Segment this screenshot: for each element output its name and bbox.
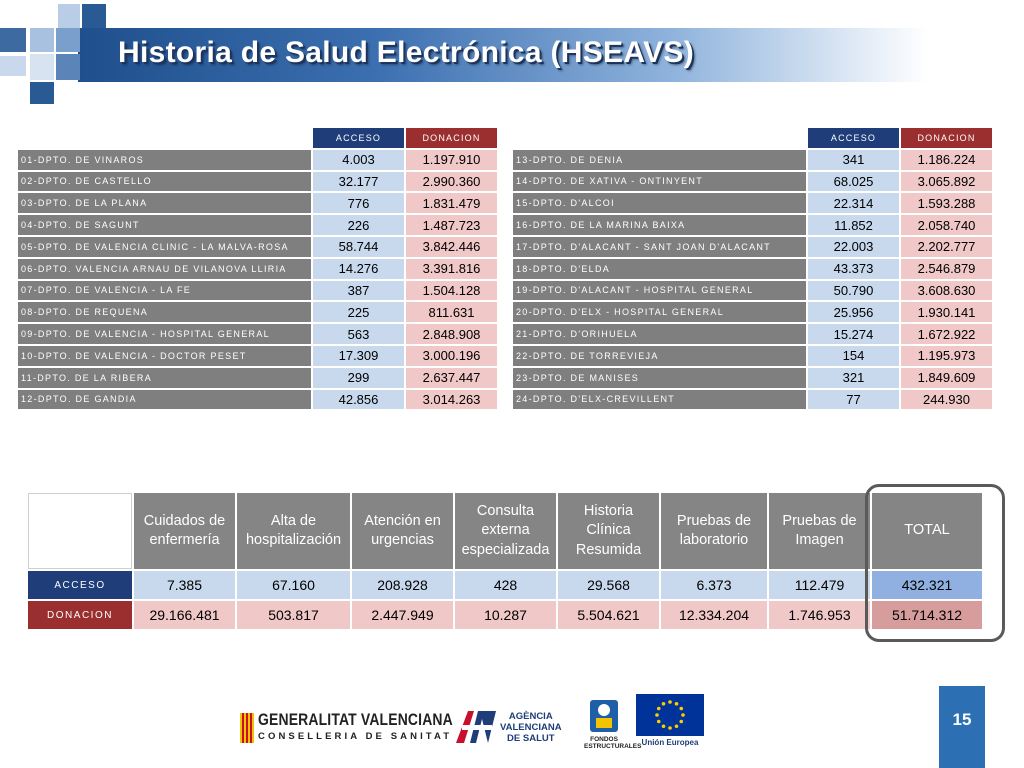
summary-acceso-value: 7.385 [134,571,235,599]
department-name: 22-DPTO. DE TORREVIEJA [513,346,806,366]
donacion-value: 2.202.777 [901,237,992,257]
department-name: 07-DPTO. DE VALENCIA - LA FE [18,281,311,301]
summary-corner [28,493,132,569]
deco-square [56,28,80,52]
department-name: 24-DPTO. D'ELX-CREVILLENT [513,390,806,410]
summary-column-header: TOTAL [872,493,982,569]
acceso-value: 42.856 [313,390,404,410]
page-title: Historia de Salud Electrónica (HSEAVS) [118,36,694,69]
table-row [513,150,992,170]
department-name: 05-DPTO. DE VALENCIA CLINIC - LA MALVA-ROSA [18,237,311,257]
acceso-value: 225 [313,302,404,322]
donacion-header: DONACION [901,128,992,148]
department-name: 06-DPTO. VALENCIA ARNAU DE VILANOVA LLIRIA [18,259,311,279]
table-row [18,281,497,301]
generalitat-crest-icon [238,711,256,745]
generalitat-name: GENERALITAT VALENCIANA [258,710,453,729]
table-row [18,346,497,366]
summary-acceso-value: 428 [455,571,556,599]
table-row [513,368,992,388]
fondos-estructurales-logo: FONDOS ESTRUCTURALES [584,696,624,754]
summary-column-header: Historia Clínica Resumida [558,493,659,569]
acceso-header: ACCESO [808,128,899,148]
total-highlight-frame [865,484,1005,642]
acceso-value: 226 [313,215,404,235]
deco-square [0,56,26,76]
acceso-value: 68.025 [808,172,899,192]
department-name: 01-DPTO. DE VINAROS [18,150,311,170]
table-row [18,302,497,322]
page-number: 15 [952,710,972,729]
acceso-value: 11.852 [808,215,899,235]
summary-column-header: Cuidados de enfermería [134,493,235,569]
table-row [513,324,992,344]
eu-star-icon [668,726,672,730]
summary-donacion-value: 5.504.621 [558,601,659,629]
eu-star-icon [679,707,683,711]
eu-star-icon [662,724,666,728]
acceso-header: ACCESO [313,128,404,148]
table-row [18,172,497,192]
deco-square [30,54,54,80]
acceso-value: 32.177 [313,172,404,192]
department-name: 13-DPTO. DE DENIA [513,150,806,170]
acceso-value: 387 [313,281,404,301]
table-row [513,259,992,279]
generalitat-logo [238,710,453,746]
avs-name: AGÈNCIA VALENCIANA DE SALUT [500,711,562,744]
conselleria-name: CONSELLERIA DE SANITAT [258,731,453,742]
avs-emblem-icon [454,707,498,747]
table-row [18,237,497,257]
department-name: 20-DPTO. D'ELX - HOSPITAL GENERAL [513,302,806,322]
table-row [18,390,497,410]
eu-star-icon [657,720,661,724]
deco-square [30,28,54,52]
summary-column-header: Alta de hospitalización [237,493,350,569]
eu-label: Unión Europea [641,738,699,747]
department-name: 12-DPTO. DE GANDIA [18,390,311,410]
donacion-value: 2.546.879 [901,259,992,279]
eu-star-icon [679,720,683,724]
department-name: 19-DPTO. D'ALACANT - HOSPITAL GENERAL [513,281,806,301]
department-name: 10-DPTO. DE VALENCIA - DOCTOR PESET [18,346,311,366]
donacion-value: 1.593.288 [901,193,992,213]
table-row [18,259,497,279]
summary-column-header: Pruebas de Imagen [769,493,870,569]
acceso-value: 4.003 [313,150,404,170]
acceso-value: 22.314 [808,193,899,213]
donacion-value: 1.487.723 [406,215,497,235]
acceso-value: 50.790 [808,281,899,301]
eu-star-icon [681,713,685,717]
summary-donacion-value: 12.334.204 [661,601,767,629]
donacion-value: 3.842.446 [406,237,497,257]
table-row [18,193,497,213]
summary-donacion-value: 503.817 [237,601,350,629]
summary-column-header: Atención en urgencias [352,493,453,569]
summary-donacion-value: 2.447.949 [352,601,453,629]
acceso-value: 321 [808,368,899,388]
department-name: 04-DPTO. DE SAGUNT [18,215,311,235]
department-name: 15-DPTO. D'ALCOI [513,193,806,213]
table-row [18,324,497,344]
deco-square [82,4,106,28]
donacion-value: 1.197.910 [406,150,497,170]
eu-star-icon [657,707,661,711]
donacion-value: 3.000.196 [406,346,497,366]
eu-star-icon [675,702,679,706]
donacion-value: 244.930 [901,390,992,410]
donacion-value: 2.637.447 [406,368,497,388]
donacion-value: 3.014.263 [406,390,497,410]
acceso-value: 15.274 [808,324,899,344]
table-row [513,281,992,301]
deco-square [30,82,54,104]
department-name: 23-DPTO. DE MANISES [513,368,806,388]
donacion-value: 1.186.224 [901,150,992,170]
donacion-value: 3.608.630 [901,281,992,301]
summary-column-header: Consulta externa especializada [455,493,556,569]
donacion-value: 1.849.609 [901,368,992,388]
department-name: 08-DPTO. DE REQUENA [18,302,311,322]
eu-flag-icon [636,694,704,736]
department-name: 09-DPTO. DE VALENCIA - HOSPITAL GENERAL [18,324,311,344]
table-row [18,368,497,388]
summary-acceso-value: 67.160 [237,571,350,599]
summary-acceso-value: 112.479 [769,571,870,599]
department-name: 18-DPTO. D'ELDA [513,259,806,279]
table-row [513,390,992,410]
department-name: 03-DPTO. DE LA PLANA [18,193,311,213]
deco-square [56,54,80,80]
donacion-value: 1.195.973 [901,346,992,366]
acceso-value: 22.003 [808,237,899,257]
donacion-value: 1.831.479 [406,193,497,213]
eu-logo [636,694,704,760]
table-row [18,150,497,170]
deco-square [58,4,80,28]
right-department-table [511,126,994,411]
acceso-row-label: ACCESO [28,571,132,599]
donacion-value: 811.631 [406,302,497,322]
deco-square [0,28,26,52]
acceso-value: 58.744 [313,237,404,257]
acceso-value: 154 [808,346,899,366]
donacion-value: 3.391.816 [406,259,497,279]
avs-logo [454,705,574,747]
eu-star-icon [675,724,679,728]
department-name: 16-DPTO. DE LA MARINA BAIXA [513,215,806,235]
table-row [513,215,992,235]
total-acceso-value: 432.321 [872,571,982,599]
summary-acceso-value: 208.928 [352,571,453,599]
donacion-value: 3.065.892 [901,172,992,192]
table-row [18,215,497,235]
summary-donacion-value: 29.166.481 [134,601,235,629]
donacion-row-label: DONACION [28,601,132,629]
donacion-value: 1.930.141 [901,302,992,322]
acceso-value: 77 [808,390,899,410]
table-row [513,302,992,322]
table-row [513,346,992,366]
eu-star-icon [655,713,659,717]
summary-table [26,491,984,631]
acceso-value: 14.276 [313,259,404,279]
donacion-value: 1.504.128 [406,281,497,301]
summary-acceso-value: 6.373 [661,571,767,599]
department-name: 21-DPTO. D'ORIHUELA [513,324,806,344]
table-row [513,172,992,192]
page-number-box [939,686,985,768]
donacion-value: 2.990.360 [406,172,497,192]
donacion-value: 1.672.922 [901,324,992,344]
total-donacion-value: 51.714.312 [872,601,982,629]
donacion-header: DONACION [406,128,497,148]
acceso-value: 43.373 [808,259,899,279]
acceso-value: 17.309 [313,346,404,366]
department-name: 14-DPTO. DE XATIVA - ONTINYENT [513,172,806,192]
fondos-emblem-icon [584,696,624,736]
department-name: 17-DPTO. D'ALACANT - SANT JOAN D'ALACANT [513,237,806,257]
acceso-value: 563 [313,324,404,344]
eu-star-icon [668,700,672,704]
eu-star-icon [662,702,666,706]
acceso-value: 341 [808,150,899,170]
acceso-value: 299 [313,368,404,388]
table-row [513,237,992,257]
donacion-value: 2.058.740 [901,215,992,235]
acceso-value: 776 [313,193,404,213]
summary-donacion-value: 1.746.953 [769,601,870,629]
donacion-value: 2.848.908 [406,324,497,344]
summary-column-header: Pruebas de laboratorio [661,493,767,569]
acceso-value: 25.956 [808,302,899,322]
summary-acceso-value: 29.568 [558,571,659,599]
table-row [513,193,992,213]
summary-donacion-value: 10.287 [455,601,556,629]
department-name: 11-DPTO. DE LA RIBERA [18,368,311,388]
left-department-table [16,126,499,411]
department-name: 02-DPTO. DE CASTELLO [18,172,311,192]
